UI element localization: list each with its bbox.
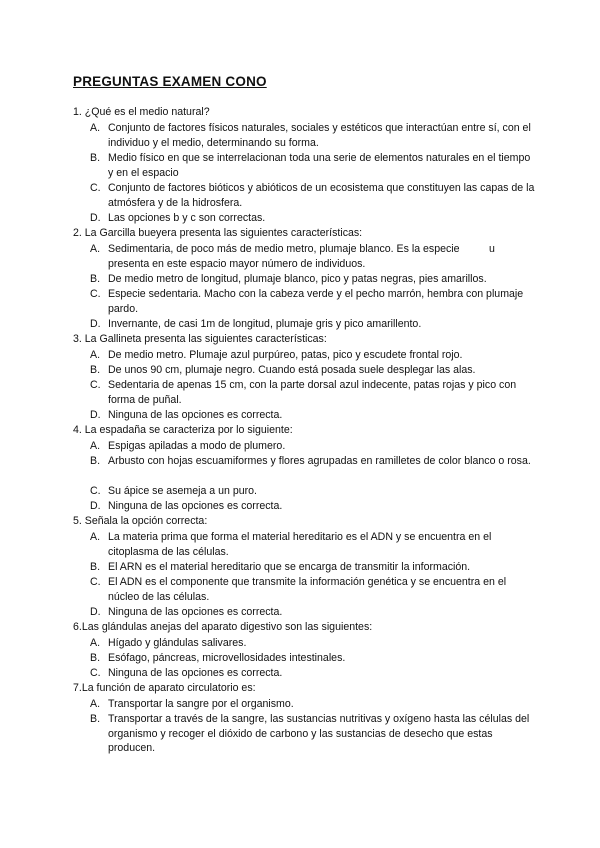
option-letter: A.: [90, 637, 101, 649]
option-letter: C.: [90, 667, 101, 679]
option-letter: B.: [90, 713, 101, 725]
option-5a: [90, 530, 538, 559]
option-letter: C.: [90, 576, 101, 588]
option-letter: C.: [90, 379, 101, 391]
option-letter: B.: [90, 364, 101, 376]
option-letter: C.: [90, 485, 101, 497]
option-text: Espigas apiladas a modo de plumero.: [108, 440, 286, 452]
option-2a: [90, 242, 538, 271]
question-6: 6.Las glándulas anejas del aparato digestivo son las siguientes:: [73, 621, 373, 633]
option-text: De medio metro. Plumaje azul purpúreo, patas, pico y escudete frontal rojo.: [108, 349, 463, 361]
option-letter: B.: [90, 152, 101, 164]
option-text: La materia prima que forma el material hereditario es el ADN y se encuentra en el citoplasma de las células.: [108, 531, 492, 558]
option-2b: [90, 272, 538, 287]
question-4: 4. La espadaña se caracteriza por lo siguiente:: [73, 424, 293, 436]
option-text: Sedentaria de apenas 15 cm, con la parte dorsal azul indecente, patas rojas y pico con forma de puñal.: [108, 379, 517, 406]
option-6b: [90, 651, 538, 666]
option-5c: [90, 575, 538, 604]
option-text: Arbusto con hojas escuamiformes y flores agrupadas en ramilletes de color blanco o rosa.: [108, 455, 531, 467]
option-3c: [90, 378, 538, 407]
option-letter: C.: [90, 288, 101, 300]
option-text: Medio físico en que se interrelacionan toda una serie de elementos naturales en el tiempo y en el espacio: [108, 152, 531, 179]
option-1a: [90, 121, 538, 150]
option-letter: A.: [90, 243, 101, 255]
option-text: Ninguna de las opciones es correcta.: [108, 606, 283, 618]
option-text: Sedimentaria, de poco más de medio metro, plumaje blanco. Es la especie u presenta en este espacio mayor número de individuos.: [108, 243, 498, 270]
option-text: El ADN es el componente que transmite la información genética y se encuentra en el núcleo de las células.: [108, 576, 507, 603]
option-6c: [90, 666, 538, 681]
option-letter: B.: [90, 455, 101, 467]
option-text: Ninguna de las opciones es correcta.: [108, 500, 283, 512]
option-3d: [90, 408, 538, 423]
question-7: 7.La función de aparato circulatorio es:: [73, 682, 256, 694]
option-letter: D.: [90, 318, 101, 330]
page-title: PREGUNTAS EXAMEN CONO: [73, 74, 267, 89]
question-2: 2. La Garcilla bueyera presenta las siguientes características:: [73, 227, 363, 239]
option-7b: [90, 712, 538, 756]
question-3: 3. La Gallineta presenta las siguientes características:: [73, 333, 327, 345]
option-text: Hígado y glándulas salivares.: [108, 637, 247, 649]
option-letter: B.: [90, 652, 101, 664]
option-7a: [90, 697, 538, 712]
option-text: Transportar a través de la sangre, las sustancias nutritivas y oxígeno hasta las células del organismo y recoger el dióxido de carbono y las sustancias de desecho que estas producen.: [108, 713, 530, 754]
option-text: Invernante, de casi 1m de longitud, plumaje gris y pico amarillento.: [108, 318, 422, 330]
option-text: Conjunto de factores bióticos y abióticos de un ecosistema que constituyen las capas de la atmósfera y de la hidrosfera.: [108, 182, 535, 209]
option-letter: B.: [90, 561, 101, 573]
option-text: Su ápice se asemeja a un puro.: [108, 485, 257, 497]
option-5d: [90, 605, 538, 620]
option-text: Conjunto de factores físicos naturales, sociales y estéticos que interactúan entre sí, con el individuo y el medio, determinando su forma.: [108, 122, 531, 149]
option-4d: [90, 499, 538, 514]
option-text: Transportar la sangre por el organismo.: [108, 698, 294, 710]
option-4a: [90, 439, 538, 454]
option-text: Esófago, páncreas, microvellosidades intestinales.: [108, 652, 346, 664]
option-4c: [90, 484, 538, 499]
option-text: Ninguna de las opciones es correcta.: [108, 667, 283, 679]
option-letter: B.: [90, 273, 101, 285]
option-letter: A.: [90, 531, 101, 543]
option-6a: [90, 636, 538, 651]
option-letter: D.: [90, 212, 101, 224]
option-letter: C.: [90, 182, 101, 194]
option-text: Las opciones b y c son correctas.: [108, 212, 266, 224]
option-letter: D.: [90, 409, 101, 421]
option-letter: A.: [90, 349, 101, 361]
option-1d: [90, 211, 538, 226]
option-letter: A.: [90, 122, 101, 134]
option-2d: [90, 317, 538, 332]
option-letter: D.: [90, 606, 101, 618]
option-4b: [90, 454, 538, 469]
option-text: Especie sedentaria. Macho con la cabeza verde y el pecho marrón, hembra con plumaje pardo.: [108, 288, 524, 315]
option-3a: [90, 348, 538, 363]
option-3b: [90, 363, 538, 378]
option-letter: A.: [90, 698, 101, 710]
option-2c: [90, 287, 538, 316]
question-5: 5. Señala la opción correcta:: [73, 515, 208, 527]
option-text: Ninguna de las opciones es correcta.: [108, 409, 283, 421]
option-text: De medio metro de longitud, plumaje blanco, pico y patas negras, pies amarillos.: [108, 273, 487, 285]
option-text: De unos 90 cm, plumaje negro. Cuando está posada suele desplegar las alas.: [108, 364, 476, 376]
option-1b: [90, 151, 538, 180]
option-5b: [90, 560, 538, 575]
option-letter: D.: [90, 500, 101, 512]
question-1: 1. ¿Qué es el medio natural?: [73, 106, 210, 118]
option-letter: A.: [90, 440, 101, 452]
option-1c: [90, 181, 538, 210]
option-text: El ARN es el material hereditario que se encarga de transmitir la información.: [108, 561, 471, 573]
